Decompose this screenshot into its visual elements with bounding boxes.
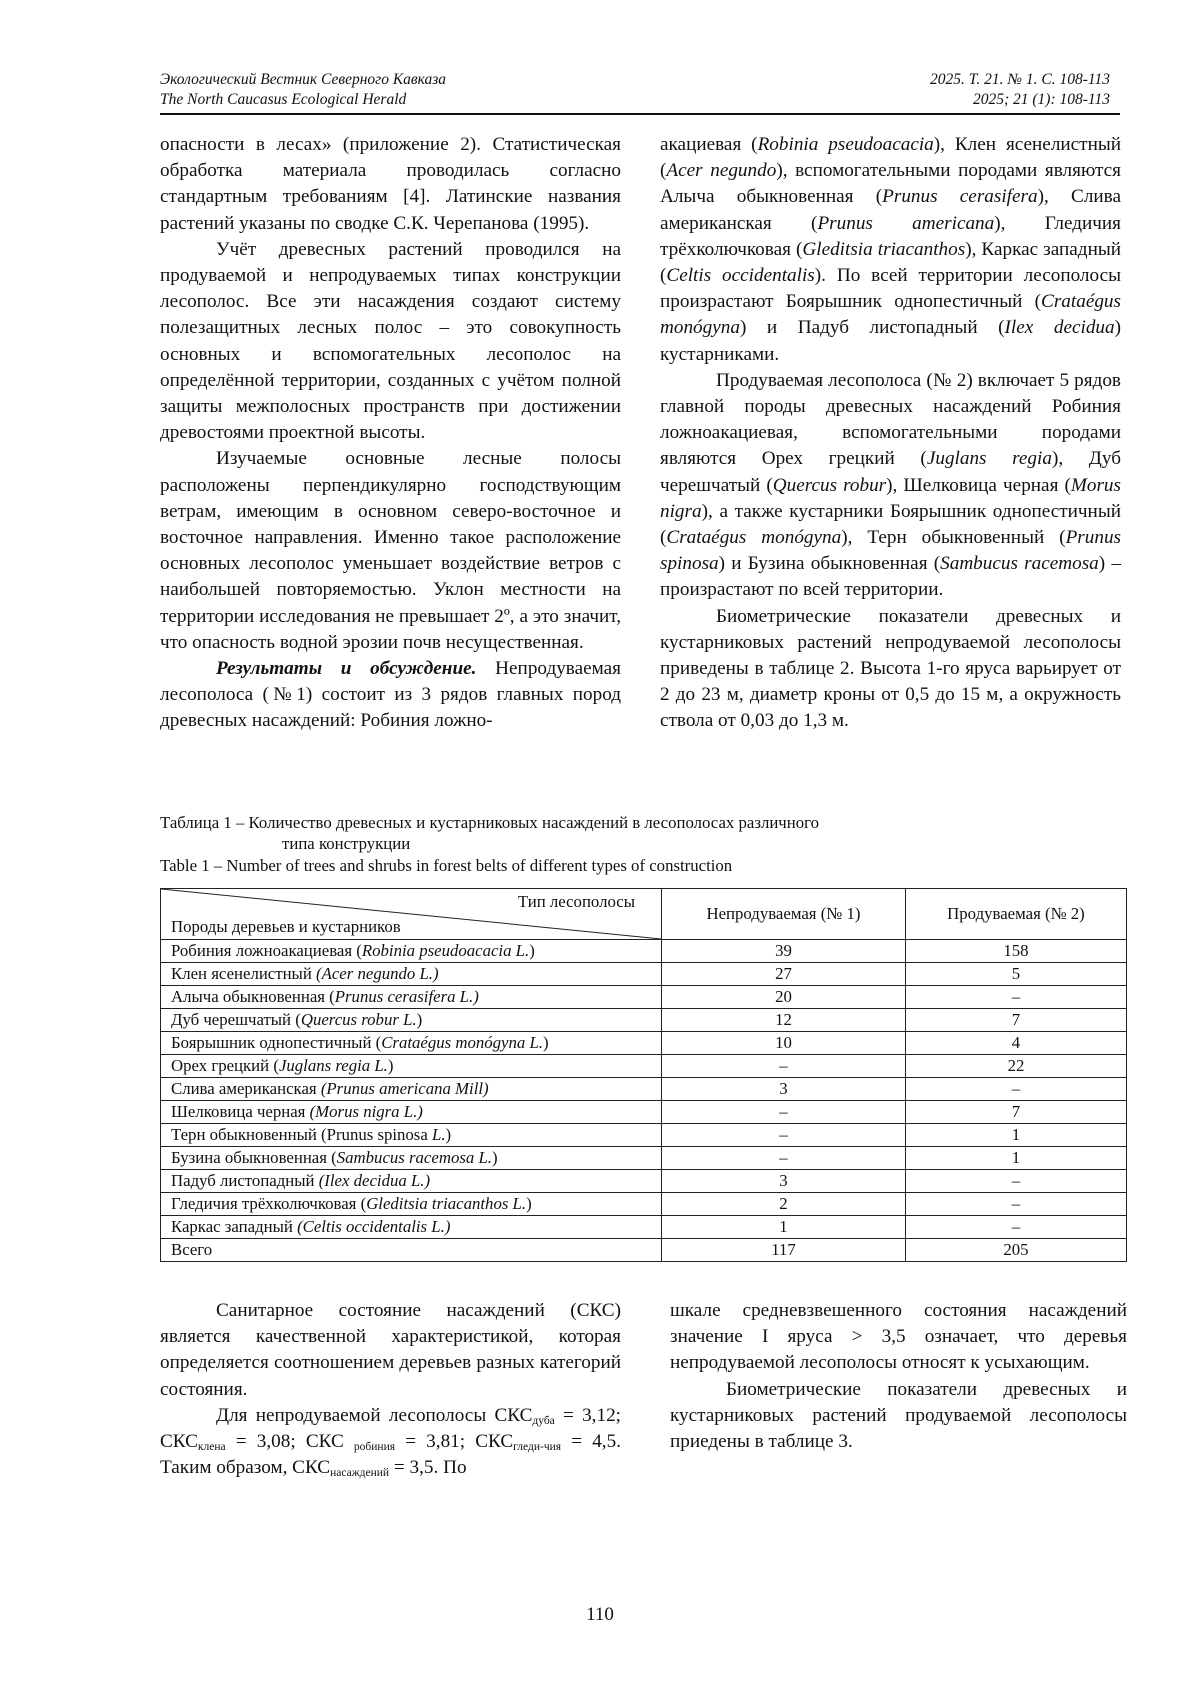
header-unventilated: Непродуваемая (№ 1) [662, 889, 906, 940]
count-ventilated: – [905, 1170, 1126, 1193]
text-run: Для непродуваемой лесополосы СКС [216, 1404, 533, 1426]
latin-name: Quercus robur [772, 474, 887, 496]
species-ru: Боярышник однопестичный ( [171, 1033, 382, 1052]
count-unventilated: – [662, 1101, 906, 1124]
count-unventilated: – [662, 1124, 906, 1147]
species-end: ) [387, 1056, 394, 1075]
header-belt-type: Тип лесополосы [517, 892, 635, 911]
journal-title-ru: Экологический Вестник Северного Кавказа [160, 71, 447, 88]
species-ru: Гледичия трёхколючковая ( [171, 1194, 367, 1213]
species-cell [161, 1170, 662, 1193]
latin-name: Sambucus racemosa [940, 553, 1099, 575]
species-cell [161, 1101, 662, 1124]
subscript: клена [197, 1441, 226, 1454]
species-ru: Робиния ложноакациевая ( [171, 941, 362, 960]
paragraph: Изучаемые основные лесные полосы расположены перпендикулярно господствующим ветрам, имеющим в основном северо-восточное и восточное направления. Именно такое расположение основных лесополос уменьшает воздействие ветров с наибольшей повторяемостью. Уклон местности на территории исследования не превышает 2º, а это значит, что опасность водной эрозии почв несущественная. [160, 448, 621, 653]
species-ru: Слива американская [171, 1079, 321, 1098]
text-run: = 3,5. По [389, 1457, 467, 1479]
count-unventilated: 27 [662, 963, 906, 986]
species-latin: Juglans regia L. [278, 1056, 388, 1075]
species-latin: Quercus robur L. [300, 1010, 417, 1029]
latin-name: Prunus cerasifera [882, 186, 1038, 208]
count-ventilated: – [905, 1078, 1126, 1101]
diagonal-header-cell [161, 889, 662, 940]
species-end: ) [416, 1010, 423, 1029]
table-row [161, 1101, 1127, 1124]
species-cell [161, 963, 662, 986]
latin-name: Morus nigra [660, 474, 1121, 522]
table-row [161, 1147, 1127, 1170]
count-unventilated: – [662, 1147, 906, 1170]
count-ventilated: 5 [905, 963, 1126, 986]
paragraph [160, 1403, 621, 1482]
count-unventilated: 2 [662, 1193, 906, 1216]
species-end: ) [526, 1194, 532, 1213]
latin-name: Prunus spinosa [660, 527, 1121, 575]
running-header-right [930, 70, 1110, 110]
species-latin: Crataégus monógyna L. [381, 1033, 543, 1052]
count-unventilated: 3 [662, 1078, 906, 1101]
paragraph: опасности в лесах» (приложение 2). Статистическая обработка материала проводилась согласно стандартным требованиям [4]. Латинские названия растений указаны по сводке С.К. Черепанова (1995). [160, 134, 621, 234]
paragraph [160, 656, 621, 735]
species-end: ) [445, 1125, 452, 1144]
paragraph: Санитарное состояние насаждений (СКС) является качественной характеристикой, которая определяется соотношением деревьев разных категорий состояния. [160, 1300, 621, 1400]
running-header-left [160, 70, 446, 110]
header-species: Породы деревьев и кустарников [171, 917, 401, 936]
right-column [660, 132, 1121, 735]
text-run: ) – произрастают по всей территории. [660, 553, 1121, 601]
text-run: ), Слива американская ( [660, 186, 1121, 234]
count-ventilated: – [905, 986, 1126, 1009]
count-ventilated: – [905, 1216, 1126, 1239]
species-end: ) [529, 941, 535, 960]
species-ru: Каркас западный [171, 1217, 298, 1236]
count-ventilated: 4 [905, 1032, 1126, 1055]
table-caption-ru-continued: типа конструкции [282, 834, 411, 853]
count-unventilated: 39 [662, 940, 906, 963]
paragraph: Биометрические показатели древесных и кустарниковых растений непродуваемой лесополосы приведены в таблице 2. Высота 1-го яруса варьирует от 2 до 23 м, диаметр кроны от 0,5 до 15 м, а окружность ствола от 0,03 до 1,3 м. [660, 605, 1121, 732]
latin-name: Celtis occidentalis [666, 265, 815, 287]
citation-en: 2025; 21 (1): 108-113 [972, 91, 1110, 108]
species-cell [161, 940, 662, 963]
latin-name: Gleditsia triacanthos [802, 238, 966, 260]
journal-title-en: The North Caucasus Ecological Herald [160, 91, 407, 108]
species-latin: (Ilex decidua L.) [318, 1171, 431, 1190]
count-ventilated: – [905, 1193, 1126, 1216]
latin-name: Acer negundo [666, 160, 777, 182]
count-unventilated: 12 [662, 1009, 906, 1032]
species-cell [161, 1239, 662, 1262]
table-caption-en: Table 1 – Number of trees and shrubs in forest belts of different types of construction [160, 856, 733, 875]
species-cell [161, 1032, 662, 1055]
species-cell [161, 1193, 662, 1216]
subscript: дуба [532, 1414, 555, 1427]
text-run: = 3,81; СКС [395, 1431, 514, 1453]
species-latin: (Morus nigra L.) [309, 1102, 423, 1121]
species-latin: Prunus cerasifera L.) [334, 987, 479, 1006]
text-run: = 3,08; СКС [225, 1431, 354, 1453]
table-row [161, 986, 1127, 1009]
table-row [161, 1032, 1127, 1055]
subscript: робиния [353, 1441, 396, 1454]
species-latin: Gleditsia triacanthos L. [366, 1194, 527, 1213]
text-run: ), Дуб черешчатый ( [660, 448, 1121, 496]
species-ru: Падуб листопадный [171, 1171, 319, 1190]
species-ru: Шелковица черная [171, 1102, 310, 1121]
table-row [161, 963, 1127, 986]
count-ventilated: 1 [905, 1124, 1126, 1147]
species-latin: (Prunus americana Mill) [320, 1079, 489, 1098]
paragraph [660, 368, 1121, 604]
species-latin: Sambucus racemosa L. [336, 1148, 492, 1167]
species-latin: (Celtis occidentalis L.) [297, 1217, 451, 1236]
count-unventilated: 10 [662, 1032, 906, 1055]
species-latin: L. [432, 1125, 446, 1144]
count-ventilated: 7 [905, 1101, 1126, 1124]
text-run: ). По всей территории лесополосы произрастают Боярышник однопестичный ( [660, 265, 1121, 313]
latin-name: Juglans regia [926, 448, 1052, 470]
paragraph: Биометрические показатели древесных и кустарниковых растений продуваемой лесополосы приедены в таблице 3. [670, 1378, 1127, 1453]
text-run: ), а также кустарники Боярышник однопестичный ( [660, 500, 1121, 549]
text-run: акациевая ( [660, 134, 758, 155]
count-unventilated: 20 [662, 986, 906, 1009]
paragraph [660, 132, 1121, 368]
latin-name: Crataégus monógyna [666, 527, 842, 549]
species-count-table [160, 888, 1127, 1262]
table-row [161, 1170, 1127, 1193]
species-ru: Орех грецкий ( [171, 1056, 279, 1075]
page-number: 110 [586, 1604, 614, 1625]
bottom-left-column [160, 1298, 621, 1481]
table-row [161, 1124, 1127, 1147]
count-ventilated: 22 [905, 1055, 1126, 1078]
table-row [161, 940, 1127, 963]
species-ru: Дуб черешчатый ( [171, 1010, 301, 1029]
species-ru: Клен ясенелистный [171, 964, 317, 983]
species-cell [161, 1216, 662, 1239]
table-row [161, 1216, 1127, 1239]
total-unventilated: 117 [662, 1239, 906, 1262]
species-ru: Терн обыкновенный (Prunus spinosa [171, 1125, 432, 1144]
count-unventilated: – [662, 1055, 906, 1078]
header-ventilated: Продуваемая (№ 2) [905, 889, 1126, 940]
text-run: = 3,12; СКС [160, 1404, 621, 1453]
species-cell [161, 1009, 662, 1032]
paragraph: Учёт древесных растений проводился на продуваемой и непродуваемых типах конструкции лесополос. Все эти насаждения создают систему полезащитных лесных полос – это совокупность основных и вспомогательных лесополос на определённой территории, созданных с учётом полной защиты межполосных пространств при достижении древостоями проектной высоты. [160, 238, 621, 444]
citation-ru: 2025. Т. 21. № 1. С. 108-113 [930, 71, 1110, 88]
species-latin: (Acer negundo L.) [316, 964, 439, 983]
species-ru: Бузина обыкновенная ( [171, 1148, 337, 1167]
bottom-right-column [670, 1298, 1127, 1455]
species-ru: Алыча обыкновенная ( [171, 987, 335, 1006]
species-cell [161, 1147, 662, 1170]
text-run: ), Шелковица черная ( [886, 474, 1071, 496]
table-row [161, 1193, 1127, 1216]
text-run: ), вспомогательными породами являются Алыча обыкновенная ( [660, 160, 1121, 208]
table-total-row [161, 1239, 1127, 1262]
table-caption-ru: Таблица 1 – Количество древесных и кустарниковых насаждений в лесополосах различного [160, 813, 819, 832]
left-column [160, 132, 621, 735]
subscript: насаждений [330, 1467, 390, 1480]
total-ventilated: 205 [905, 1239, 1126, 1262]
species-cell [161, 1124, 662, 1147]
species-latin: Robinia pseudoacacia L. [361, 941, 530, 960]
latin-name: Crataégus monógyna [660, 291, 1121, 339]
text-run: ) и Бузина обыкновенная ( [718, 553, 941, 575]
section-heading: Результаты и обсуждение. [216, 658, 477, 680]
text-run: ), Каркас западный ( [660, 238, 1121, 287]
species-cell [161, 1055, 662, 1078]
count-unventilated: 3 [662, 1170, 906, 1193]
text-run: = 4,5. Таким образом, СКС [160, 1431, 621, 1479]
table-row [161, 1078, 1127, 1101]
species-cell [161, 986, 662, 1009]
species-end: ) [542, 1033, 549, 1052]
count-ventilated: 7 [905, 1009, 1126, 1032]
table-row [161, 1009, 1127, 1032]
count-unventilated: 1 [662, 1216, 906, 1239]
paragraph: шкале средневзвешенного состояния насаждений значение I яруса > 3,5 означает, что деревья непродуваемой лесополосы относят к усыхающим. [670, 1300, 1127, 1374]
latin-name: Prunus americana [817, 212, 995, 234]
species-end: ) [491, 1148, 498, 1167]
table-row [161, 1055, 1127, 1078]
table-header-row [161, 889, 1127, 940]
text-run: Продуваемая лесополоса (№ 2) включает 5 рядов главной породы древесных насаждений Робиния ложноакациевая, вспомогательными породами являются Орех грецкий ( [660, 369, 1121, 470]
text-run: ) и Падуб листопадный ( [739, 317, 1005, 339]
subscript: гледи-чия [513, 1441, 562, 1454]
text-run: ), Клен ясенелистный ( [660, 134, 1121, 182]
paragraph-text: Непродуваемая лесополоса (№1) состоит из 3 рядов главных пород древесных насаждений: Робиния ложно- [160, 658, 621, 732]
latin-name: Robinia pseudoacacia [757, 134, 934, 155]
count-ventilated: 1 [905, 1147, 1126, 1170]
total-label: Всего [171, 1240, 213, 1259]
text-run: ), Терн обыкновенный ( [841, 527, 1066, 549]
latin-name: Ilex decidua [1004, 317, 1115, 339]
species-cell [161, 1078, 662, 1101]
text-run: ), Гледичия трёхколючковая ( [660, 212, 1122, 260]
text-run: ) кустарниками. [660, 317, 1121, 365]
count-ventilated: 158 [905, 940, 1126, 963]
header-rule [160, 113, 1120, 115]
